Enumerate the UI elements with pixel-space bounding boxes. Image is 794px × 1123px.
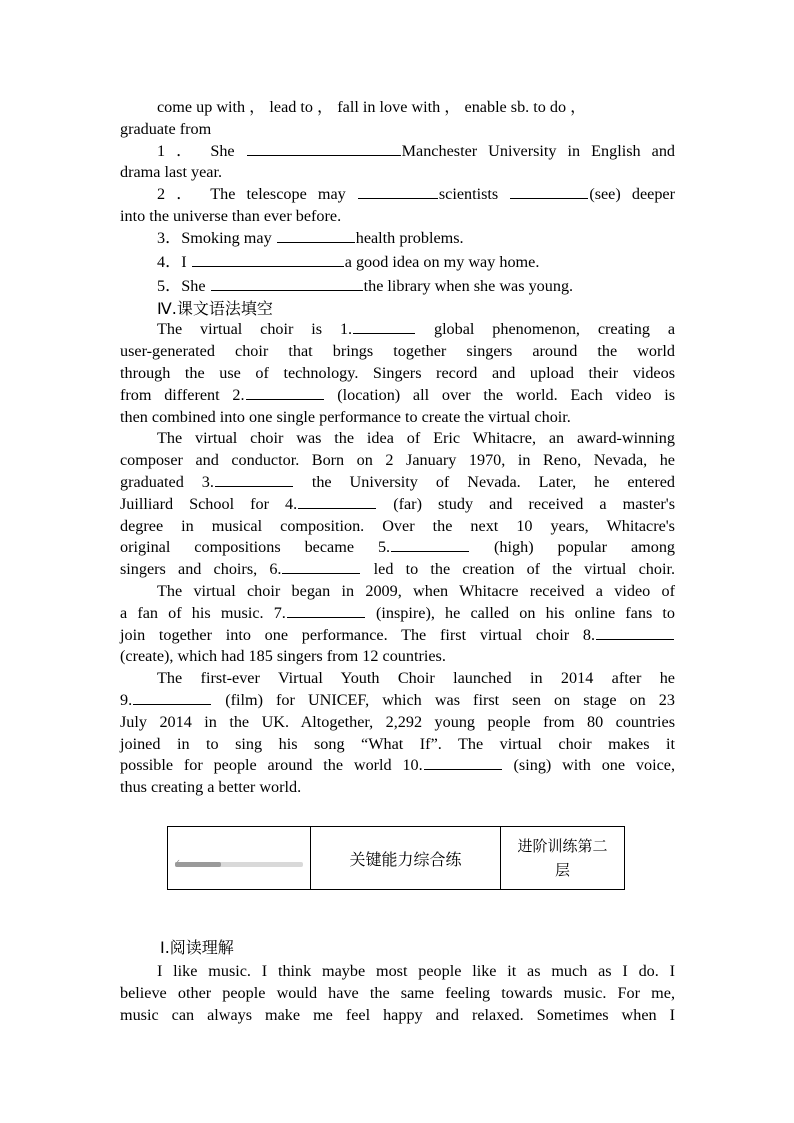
blank-s3[interactable] bbox=[277, 228, 355, 243]
banner-title: 关键能力综合练 bbox=[311, 827, 501, 889]
blank-s1[interactable] bbox=[247, 141, 401, 156]
passage-line: degree in musical composition. Over the next 10 years, Whitacre's bbox=[120, 516, 675, 535]
passage-line: joined in to sing his song “What If”. The virtual choir makes it bbox=[120, 734, 675, 753]
section-banner bbox=[167, 826, 625, 890]
section-1-title: Ⅰ.阅读理解 bbox=[160, 938, 234, 957]
sentence-2: 2 ． The telescope may scientists (see) deeper bbox=[157, 185, 675, 204]
reading-line: music can always make me feel happy and relaxed. Sometimes when I bbox=[120, 1005, 675, 1024]
passage-line: The virtual choir was the idea of Eric Whitacre, an award-winning bbox=[157, 429, 675, 448]
passage-line: a fan of his music. 7. (inspire), he called on his online fans to bbox=[120, 603, 675, 622]
blank-2[interactable] bbox=[246, 385, 324, 400]
passage-line: thus creating a better world. bbox=[120, 778, 302, 797]
blank-s5[interactable] bbox=[211, 276, 363, 291]
sentence-1-cont: drama last year. bbox=[120, 163, 223, 182]
blank-8[interactable] bbox=[596, 625, 674, 640]
section-4-title: Ⅳ.课文语法填空 bbox=[157, 298, 273, 318]
progress-bar bbox=[175, 862, 303, 867]
progress-cell bbox=[168, 827, 311, 889]
passage-line: composer and conductor. Born on 2 January 1970, in Reno, Nevada, he bbox=[120, 451, 675, 470]
banner-level: 进阶训练第二层 bbox=[517, 837, 608, 879]
passage-line: (create), which had 185 singers from 12 countries. bbox=[120, 647, 446, 666]
blank-9[interactable] bbox=[133, 690, 211, 705]
passage-line: user-generated choir that brings together singers around the world bbox=[120, 342, 675, 361]
passage-line: original compositions became 5. (high) popular among bbox=[120, 538, 676, 557]
blank-10[interactable] bbox=[424, 755, 502, 770]
passage-line: July 2014 in the UK. Altogether, 2,292 young people from 80 countries bbox=[120, 712, 675, 731]
vocab-line-1: come up with ， lead to ， fall in love with ， enable sb. to do ， bbox=[157, 98, 587, 116]
reading-section bbox=[120, 935, 675, 1026]
sentence-3: 3．Smoking may health problems. bbox=[157, 228, 464, 247]
passage-line: graduated 3. the University of Nevada. Later, he entered bbox=[120, 472, 675, 491]
passage-line: 9. (film) for UNICEF, which was first seen on stage on 23 bbox=[120, 690, 675, 709]
blank-s4[interactable] bbox=[192, 252, 344, 267]
sentence-4: 4．I a good idea on my way home. bbox=[157, 252, 540, 271]
passage-line: Juilliard School for 4. (far) study and received a master's bbox=[120, 494, 675, 513]
passage-line: The first-ever Virtual Youth Choir launched in 2014 after he bbox=[157, 669, 675, 688]
passage-line: The virtual choir began in 2009, when Whitacre received a video of bbox=[157, 581, 675, 600]
blank-s2b[interactable] bbox=[510, 184, 588, 199]
passage-line: singers and choirs, 6. led to the creation of the virtual choir. bbox=[120, 560, 676, 579]
sentence-2-cont: into the universe than ever before. bbox=[120, 206, 342, 225]
blank-s2a[interactable] bbox=[358, 184, 438, 199]
passage-line: The virtual choir is 1. global phenomenon, creating a bbox=[157, 320, 676, 339]
reading-line: I like music. I think maybe most people like it as much as I do. I bbox=[157, 962, 675, 980]
sentence-1: 1 ． She Manchester University in English and bbox=[157, 141, 676, 160]
reading-line: believe other people would have the same feeling towards music. For me, bbox=[120, 983, 675, 1002]
sentence-5: 5．She the library when she was young. bbox=[157, 276, 574, 295]
passage-line: through the use of technology. Singers record and upload their videos bbox=[120, 363, 675, 382]
passage-line: join together into one performance. The first virtual choir 8. bbox=[120, 625, 675, 647]
blank-3[interactable] bbox=[215, 472, 293, 487]
blank-1[interactable] bbox=[353, 319, 415, 334]
vocab-line-2: graduate from bbox=[120, 119, 212, 138]
blank-4[interactable] bbox=[298, 494, 376, 509]
blank-6[interactable] bbox=[282, 559, 360, 574]
blank-5[interactable] bbox=[391, 537, 469, 552]
blank-7[interactable] bbox=[287, 603, 365, 618]
passage-line: then combined into one single performance to create the virtual choir. bbox=[120, 407, 571, 426]
exercise-page bbox=[120, 97, 675, 799]
passage-line: from different 2. (location) all over the world. Each video is bbox=[120, 385, 675, 404]
passage-line: possible for people around the world 10. (sing) with one voice, bbox=[120, 756, 675, 775]
